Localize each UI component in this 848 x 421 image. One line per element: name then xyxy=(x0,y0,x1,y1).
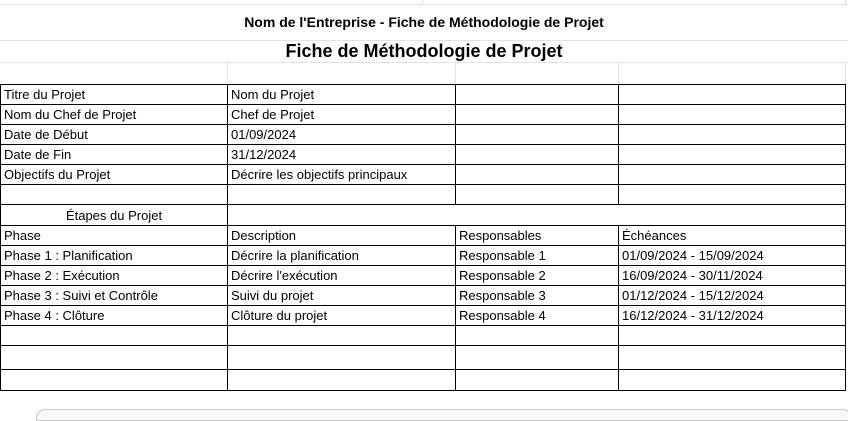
empty-cell[interactable] xyxy=(1,326,228,346)
section-title-cell[interactable]: Analyse des Risques xyxy=(1,346,228,370)
gridline xyxy=(227,62,228,84)
gridline xyxy=(845,62,846,84)
column-header-cell[interactable]: Probabilité xyxy=(228,370,456,391)
empty-cell[interactable] xyxy=(228,326,456,346)
responsable-cell[interactable]: Responsable 1 xyxy=(456,246,619,266)
echeance-cell[interactable]: 01/09/2024 - 15/09/2024 xyxy=(619,246,846,266)
column-header-cell[interactable]: Échéances xyxy=(619,226,846,246)
table-row xyxy=(1,125,846,145)
company-title-cell[interactable]: Nom de l'Entreprise - Fiche de Méthodologie de Projet xyxy=(244,14,604,30)
phase-row xyxy=(1,286,846,306)
table-row xyxy=(1,165,846,185)
table-row xyxy=(1,105,846,125)
info-label-cell[interactable]: Date de Début xyxy=(1,125,228,145)
phase-row xyxy=(1,306,846,326)
empty-cell[interactable] xyxy=(456,165,619,185)
responsable-cell[interactable]: Responsable 4 xyxy=(456,306,619,326)
section-fill-cell[interactable] xyxy=(228,346,456,370)
info-value-cell[interactable]: Chef de Projet xyxy=(228,105,456,125)
section-row-risques xyxy=(1,346,846,370)
column-header-cell[interactable]: Impact xyxy=(456,370,619,391)
phase-cell[interactable]: Phase 1 : Planification xyxy=(1,246,228,266)
empty-cell[interactable] xyxy=(456,105,619,125)
description-cell[interactable]: Suivi du projet xyxy=(228,286,456,306)
info-value-cell[interactable]: 01/09/2024 xyxy=(228,125,456,145)
phase-cell[interactable]: Phase 3 : Suivi et Contrôle xyxy=(1,286,228,306)
project-table xyxy=(0,84,846,391)
empty-cell[interactable] xyxy=(619,165,846,185)
description-cell[interactable]: Clôture du projet xyxy=(228,306,456,326)
empty-cell[interactable] xyxy=(228,185,456,205)
table-row xyxy=(1,85,846,105)
column-header-cell[interactable]: Responsables xyxy=(456,226,619,246)
echeance-cell[interactable]: 01/12/2024 - 15/12/2024 xyxy=(619,286,846,306)
empty-cell[interactable] xyxy=(619,326,846,346)
empty-cell[interactable] xyxy=(619,145,846,165)
section-fill-cell[interactable] xyxy=(228,205,846,226)
description-cell[interactable]: Décrire l'exécution xyxy=(228,266,456,286)
risques-header-row xyxy=(1,370,846,391)
info-label-cell[interactable]: Objectifs du Projet xyxy=(1,165,228,185)
phase-row xyxy=(1,266,846,286)
gridline xyxy=(0,62,848,63)
section-fill-cell[interactable] xyxy=(619,346,846,370)
info-value-cell[interactable]: Nom du Projet xyxy=(228,85,456,105)
phase-cell[interactable]: Phase 2 : Exécution xyxy=(1,266,228,286)
empty-cell[interactable] xyxy=(619,85,846,105)
empty-cell[interactable] xyxy=(456,85,619,105)
phase-row xyxy=(1,246,846,266)
table-row xyxy=(1,145,846,165)
section-fill-cell[interactable] xyxy=(456,346,619,370)
empty-cell[interactable] xyxy=(456,185,619,205)
responsable-cell[interactable]: Responsable 3 xyxy=(456,286,619,306)
description-cell[interactable]: Décrire la planification xyxy=(228,246,456,266)
empty-cell[interactable] xyxy=(619,185,846,205)
empty-cell[interactable] xyxy=(619,105,846,125)
phase-cell[interactable]: Phase 4 : Clôture xyxy=(1,306,228,326)
empty-cell[interactable] xyxy=(619,125,846,145)
empty-cell[interactable] xyxy=(456,125,619,145)
empty-cell[interactable] xyxy=(456,145,619,165)
sheet-title-cell[interactable]: Fiche de Méthodologie de Projet xyxy=(285,41,563,61)
info-value-cell[interactable]: 31/12/2024 xyxy=(228,145,456,165)
column-header-cell[interactable]: Phase xyxy=(1,226,228,246)
section-row-etapes xyxy=(1,205,846,226)
spacer-row xyxy=(1,185,846,205)
info-label-cell[interactable]: Titre du Projet xyxy=(1,85,228,105)
section-title-cell[interactable]: Étapes du Projet xyxy=(1,205,228,226)
horizontal-scrollbar[interactable] xyxy=(36,409,848,421)
column-header-cell[interactable]: Stratégies d'atténuation xyxy=(619,370,846,391)
empty-cell[interactable] xyxy=(1,185,228,205)
column-header-cell[interactable]: Description xyxy=(228,226,456,246)
gridline xyxy=(455,62,456,84)
info-label-cell[interactable]: Nom du Chef de Projet xyxy=(1,105,228,125)
responsable-cell[interactable]: Responsable 2 xyxy=(456,266,619,286)
etapes-header-row xyxy=(1,226,846,246)
info-value-cell[interactable]: Décrire les objectifs principaux xyxy=(228,165,456,185)
spacer-row xyxy=(1,326,846,346)
echeance-cell[interactable]: 16/09/2024 - 30/11/2024 xyxy=(619,266,846,286)
gridline xyxy=(618,62,619,84)
info-label-cell[interactable]: Date de Fin xyxy=(1,145,228,165)
echeance-cell[interactable]: 16/12/2024 - 31/12/2024 xyxy=(619,306,846,326)
empty-cell[interactable] xyxy=(456,326,619,346)
column-header-cell[interactable]: Risque xyxy=(1,370,228,391)
